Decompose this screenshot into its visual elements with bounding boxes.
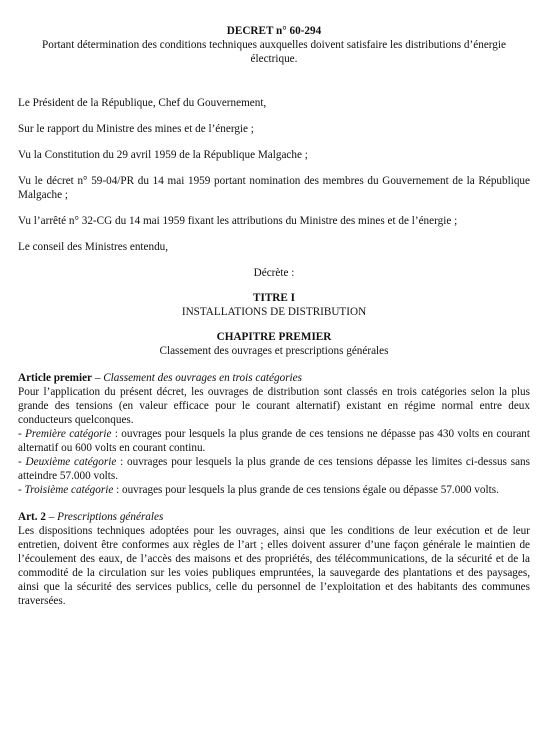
preamble-conseil: Le conseil des Ministres entendu, bbox=[18, 241, 169, 253]
decree-title: DECRET n° 60-294 bbox=[226, 25, 322, 37]
category-label: Première catégorie bbox=[25, 428, 112, 440]
titre-name: INSTALLATIONS DE DISTRIBUTION bbox=[181, 306, 367, 318]
category-text: : ouvrages pour lesquels la plus grande de ces tensions dépasse les limites ci-dessus sans atteindre 57.000 volts. bbox=[18, 456, 530, 482]
category-text: : ouvrages pour lesquels la plus grande de ces tensions ne dépasse pas 430 volts en courant alternatif ou 600 volts en courant continu. bbox=[18, 428, 530, 454]
article2-heading bbox=[18, 510, 530, 524]
article1-item bbox=[18, 427, 530, 455]
chapitre-heading: CHAPITRE PREMIER bbox=[216, 331, 332, 343]
preamble-arrete: Vu l’arrêté n° 32-CG du 14 mai 1959 fixant les attributions du Ministre des mines et de l’énergie ; bbox=[18, 215, 458, 227]
decree-subtitle: Portant détermination des conditions techniques auxquelles doivent satisfaire les distributions d’énergie électrique. bbox=[42, 39, 506, 65]
category-label: Troisième catégorie bbox=[24, 484, 114, 496]
category-text: : ouvrages pour lesquels la plus grande de ces tensions égale ou dépasse 57.000 volts. bbox=[113, 484, 499, 496]
article2-dash: – bbox=[45, 511, 58, 523]
preamble-president: Le Président de la République, Chef du Gouvernement, bbox=[18, 97, 267, 109]
article1-intro: Pour l’application du présent décret, les ouvrages de distribution sont classés en trois catégories selon la plus grande des tensions (en valeur efficace pour le courant alternatif) existant en régime normal entre deux conducteurs quelconques. bbox=[18, 386, 530, 426]
chapitre-name: Classement des ouvrages et prescriptions générales bbox=[159, 345, 389, 357]
article2-title: Prescriptions générales bbox=[57, 511, 164, 523]
preamble-constitution: Vu la Constitution du 29 avril 1959 de la République Malgache ; bbox=[18, 149, 308, 161]
item-prefix: - bbox=[18, 428, 26, 440]
titre-heading: TITRE I bbox=[253, 292, 295, 304]
article1-label: Article premier bbox=[18, 372, 93, 384]
preamble-rapport: Sur le rapport du Ministre des mines et de l’énergie ; bbox=[18, 123, 254, 135]
article2-body: Les dispositions techniques adoptées pour les ouvrages, ainsi que les conditions de leur exécution et de leur entretien, doivent être conformes aux règles de l’art ; elles doivent assurer d’une façon générale le maintien de l’écoulement des eaux, de l’accès des maisons et des propriétés, des télécommunications, de la sécurité et de la commodité de la circulation sur les voies publiques empruntées, la sauvegarde des plantations et des paysages, ainsi que la sécurité des services publics, celle du personnel de l’exploitation et des habitants des communes traversées. bbox=[18, 525, 530, 607]
article1-item bbox=[18, 483, 530, 497]
category-label: Deuxième catégorie bbox=[25, 456, 117, 468]
item-prefix: - bbox=[18, 456, 26, 468]
article1-dash: – bbox=[92, 372, 104, 384]
article1-title: Classement des ouvrages en trois catégories bbox=[103, 372, 302, 384]
item-prefix: - bbox=[18, 484, 25, 496]
article2-label: Art. 2 bbox=[18, 511, 46, 523]
decrete-heading: Décrète : bbox=[253, 267, 295, 279]
preamble-decret: Vu le décret n° 59-04/PR du 14 mai 1959 portant nomination des membres du Gouvernement de la République Malgache ; bbox=[18, 175, 530, 201]
article1-heading bbox=[18, 371, 530, 385]
document-page bbox=[18, 24, 530, 608]
article1-item bbox=[18, 455, 530, 483]
